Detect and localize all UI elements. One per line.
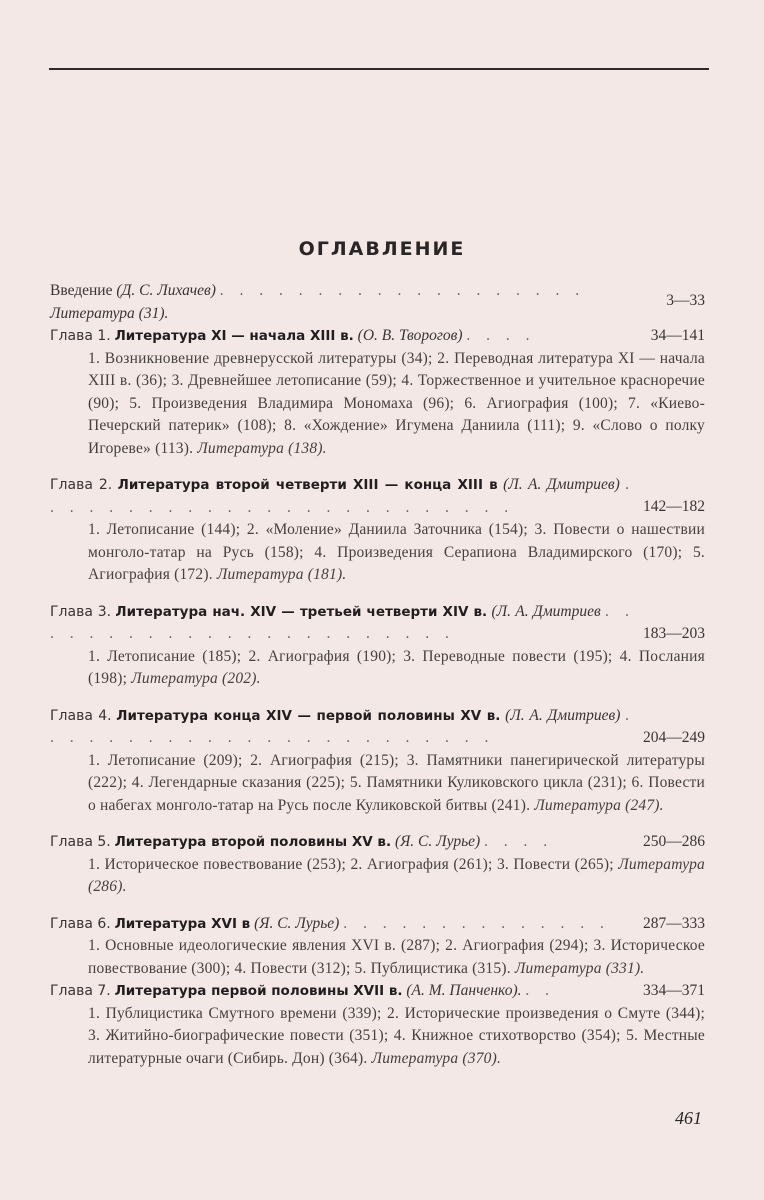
chapter-sections: 1. Летописание (185); 2. Агиография (190); 3. Переводные повести (195); 4. Послания (198); [88, 647, 705, 687]
intro-author: (Д. С. Лихачев) [116, 282, 216, 299]
leader-dots: . . . . . . . . . . . . . . . . . . . . . . . . . [50, 476, 636, 516]
chapter-literature: Литература (286). [88, 855, 705, 895]
chapter-heading [50, 913, 705, 936]
chapter-contents [50, 1003, 705, 1071]
chapter-author: (Я. С. Лурье) [394, 833, 481, 850]
chapter-pages: 250—286 [643, 833, 705, 850]
chapter-pages: 334—371 [643, 982, 705, 999]
chapter-contents [50, 854, 705, 899]
chapter-contents [50, 750, 705, 818]
chapter-heading [50, 601, 705, 646]
toc-entry-intro [50, 280, 705, 325]
intro-pages: 3—33 [666, 292, 705, 309]
chapter-sections: 1. Летописание (144); 2. «Моление» Даниила Заточника (154); 3. Повести о нашествии монголо-татар на Русь (158); 4. Произведения Серапиона Владимирского (170); 5. Агиография (172). [88, 521, 705, 583]
chapter-title: Литература первой половины XVII в. [114, 983, 403, 999]
chapter-contents [50, 519, 705, 587]
chapter-number: Глава 1. [50, 328, 111, 344]
chapter-heading [50, 474, 705, 519]
toc-entry-chapter-4 [50, 705, 705, 818]
leader-dots: . . . . [484, 833, 554, 850]
toc-entry-chapter-1 [50, 325, 705, 460]
chapter-sections: 1. Летописание (209); 2. Агиография (215); 3. Памятники панегирической литературы (222); 4. Легендарные сказания (225); 5. Памятники Куликовского цикла (231); 6. Повести о набегах монголо-татар на Русь после Куликовской битвы (241). [88, 751, 705, 814]
page-title: ОГЛАВЛЕНИЕ [298, 238, 466, 260]
table-of-contents [50, 280, 705, 1070]
intro-literature: Литература (31). [50, 304, 169, 322]
chapter-author: (Л. А. Дмитриев [491, 602, 601, 620]
chapter-literature: Литература (247). [534, 796, 664, 814]
chapter-title: Литература второй четверти XIII — конца XIII в [117, 477, 498, 493]
chapter-sections: 1. Историческое повествование (253); 2. Агиография (261); 3. Повести (265); [88, 855, 614, 873]
toc-entry-chapter-7 [50, 980, 705, 1070]
page-number: 461 [675, 1108, 702, 1128]
leader-dots: . . . . . . . . . . . . . . [343, 914, 610, 932]
chapter-heading [50, 980, 705, 1003]
chapter-pages: 204—249 [643, 728, 705, 746]
leader-dots: . . [525, 982, 555, 999]
toc-entry-chapter-6 [50, 913, 705, 981]
leader-dots: . . . . . . . . . . . . . . . . . . . . . . . . [50, 706, 635, 746]
chapter-title: Литература нач. XIV — третьей четверти XIV в. [115, 603, 488, 620]
chapter-number: Глава 3. [50, 603, 112, 620]
chapter-contents [50, 646, 705, 691]
chapter-author: (Л. А. Дмитриев) [503, 476, 620, 493]
chapter-literature: Литература (138). [197, 439, 327, 457]
intro-heading [50, 280, 705, 309]
leader-dots: . . . . . . . . . . . . . . . . . . . . . . . [50, 602, 636, 642]
leader-dots: . . . . . . . . . . . . . . . . . . . [219, 282, 586, 299]
chapter-number: Глава 6. [50, 915, 111, 932]
chapter-title: Литература конца XIV — первой половины XV в. [116, 707, 501, 724]
chapter-author: (Л. А. Дмитриев) [505, 706, 621, 724]
chapter-sections: 1. Возникновение древнерусской литературы (34); 2. Переводная литература XI — начала XIII в. (36); 3. Древнейшее летописание (59); 4. Торжественное и учительное красноречие (90); 5. Произведения Владимира Мономаха (96); 6. Агиография (100); 7. «Киево-Печерский патерик» (108); 8. «Хождение» Игумена Даниила (111); 9. «Слово о полку Игореве» (113). [88, 349, 705, 457]
chapter-title: Литература XVI в [114, 915, 251, 932]
chapter-number: Глава 5. [50, 834, 111, 850]
chapter-author: (А. М. Панченко). [406, 982, 522, 999]
chapter-literature: Литература (370). [371, 1049, 502, 1067]
chapter-literature: Литература (181). [216, 566, 347, 583]
chapter-literature: Литература (202). [131, 670, 261, 687]
chapter-title: Литература второй половины XV в. [114, 834, 392, 850]
intro-label: Введение [50, 282, 113, 299]
chapter-heading [50, 325, 705, 348]
chapter-pages: 142—182 [643, 498, 705, 515]
toc-entry-chapter-2 [50, 474, 705, 587]
chapter-author: (О. В. Творогов) [357, 327, 463, 344]
toc-entry-chapter-5 [50, 831, 705, 899]
chapter-number: Глава 2. [50, 477, 113, 493]
chapter-number: Глава 4. [50, 707, 112, 724]
top-rule [49, 68, 709, 70]
chapter-pages: 34—141 [650, 327, 705, 344]
chapter-author: (Я. С. Лурье) [254, 914, 340, 932]
chapter-sections: 1. Публицистика Смутного времени (339); 2. Исторические произведения о Смуте (344); 3. Житийно-биографические повести (351); 4. Книжное стихотворство (354); 5. Местные литературные очаги (Сибирь. Дон) (364). [88, 1004, 705, 1067]
chapter-number: Глава 7. [50, 983, 111, 999]
chapter-pages: 183—203 [643, 624, 705, 642]
chapter-heading [50, 831, 705, 854]
chapter-title: Литература XI — начала XIII в. [114, 328, 354, 344]
chapter-contents [50, 935, 705, 980]
chapter-pages: 287—333 [643, 914, 705, 932]
toc-entry-chapter-3 [50, 601, 705, 691]
chapter-contents [50, 348, 705, 461]
chapter-sections: 1. Основные идеологические явления XVI в. (287); 2. Агиография (294); 3. Историческое повествование (300); 4. Повести (312); 5. Публицистика (315). [88, 937, 705, 977]
chapter-heading [50, 705, 705, 750]
leader-dots: . . . . [466, 327, 536, 344]
chapter-literature: Литература (331). [514, 959, 645, 977]
